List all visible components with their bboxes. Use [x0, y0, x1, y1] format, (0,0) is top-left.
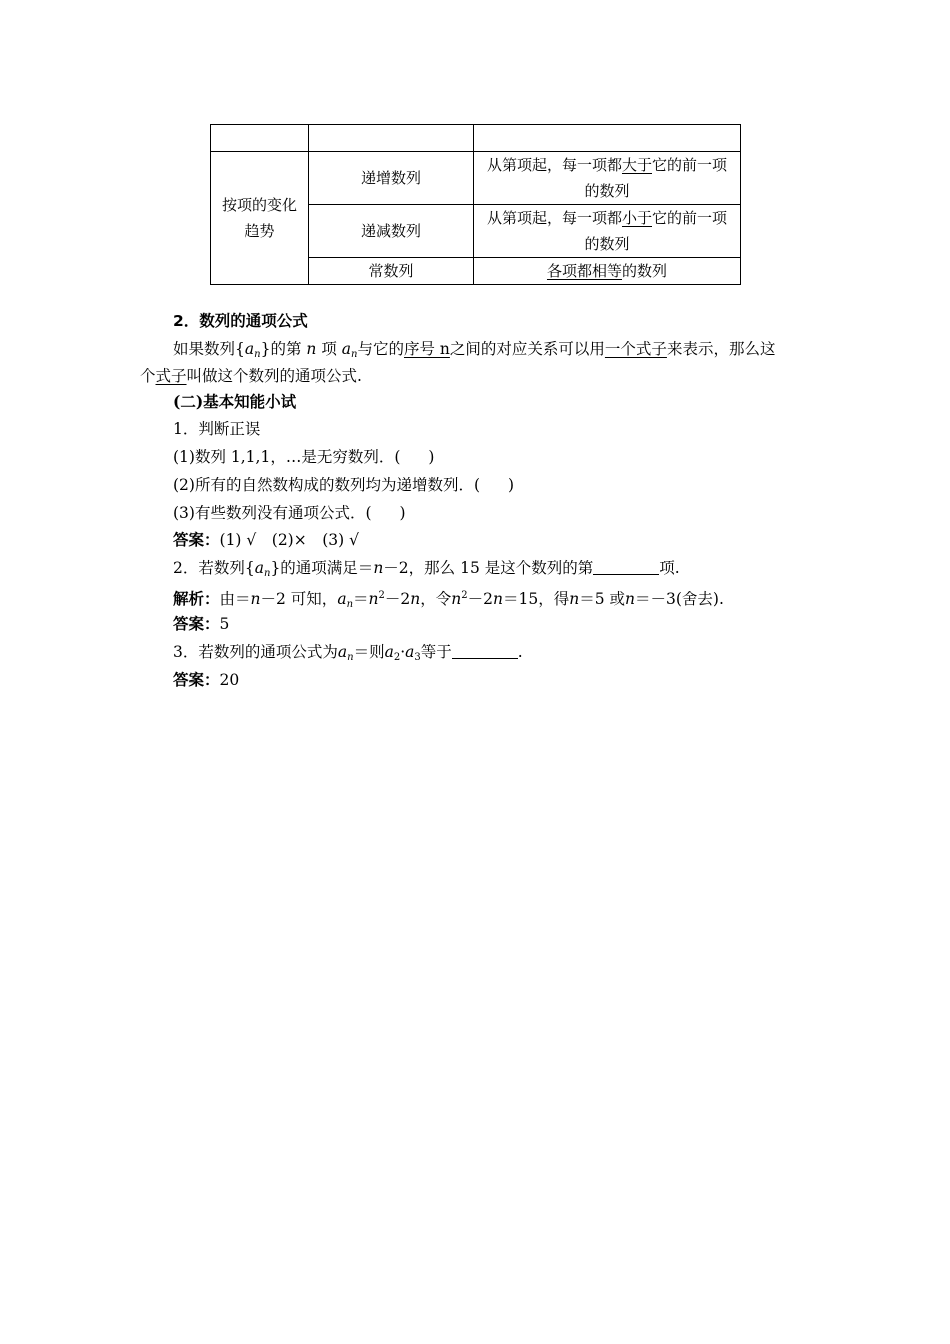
math-sub: 3 — [414, 652, 421, 663]
solution-label: 解析： — [173, 589, 220, 608]
math-var: n — [410, 590, 421, 608]
text: 个 — [140, 367, 156, 385]
table-cell — [474, 125, 741, 152]
text: (1)数列 1,1,1，…是无穷数列．( — [173, 448, 401, 466]
math-var: a — [244, 340, 255, 358]
table-cell — [211, 125, 309, 152]
sequence-type-cell: 递增数列 — [309, 152, 474, 205]
math-var: a — [337, 590, 347, 608]
text: 3．若数列的通项公式为 — [173, 643, 338, 661]
math-var: n — [625, 590, 635, 608]
desc-text: 它的前一项的数列 — [584, 209, 728, 253]
math-sup: 2 — [378, 590, 385, 601]
answer-text: 20 — [219, 671, 240, 689]
math-sub: n — [351, 349, 358, 360]
sequence-desc-cell — [474, 205, 741, 258]
desc-underlined: 小于 — [621, 209, 652, 227]
text: －2 — [467, 590, 493, 608]
group-label-cell: 按项的变化趋势 — [211, 152, 309, 285]
answer-label: 答案： — [173, 670, 220, 689]
underlined-text: 式子 — [155, 367, 187, 385]
text: ) — [508, 476, 515, 494]
math-var: a — [405, 643, 415, 661]
math-sub: n — [346, 599, 354, 610]
text: 与它的 — [357, 340, 404, 358]
desc-text: 的数列 — [622, 262, 668, 280]
math-var: n — [368, 590, 379, 608]
text: 来表示，那么这 — [666, 340, 776, 358]
answer-text: (1) √ (2)× (3) √ — [219, 531, 359, 549]
text: ＝15，得 — [502, 590, 570, 608]
text: . — [517, 643, 523, 661]
desc-underlined: 各项都相等 — [546, 262, 622, 280]
text: 叫做这个数列的通项公式. — [186, 367, 362, 385]
question-item — [173, 502, 406, 524]
text: －2，那么 15 是这个数列的第 — [383, 559, 594, 577]
answer-text: 5 — [219, 615, 230, 633]
solution-line — [173, 585, 724, 616]
section-title: (二)基本知能小试 — [173, 392, 297, 411]
desc-text: 从第项起，每一项都 — [486, 209, 622, 227]
text: ，令 — [420, 590, 452, 608]
underlined-text: 一个式子 — [604, 340, 667, 358]
math-var: a — [384, 643, 394, 661]
text: · — [400, 643, 406, 661]
text: }的通项满足＝ — [270, 559, 374, 577]
sequence-type-cell: 递减数列 — [309, 205, 474, 258]
table-header-row — [211, 125, 741, 152]
paragraph-line — [173, 338, 775, 366]
underlined-text: 序号 n — [403, 340, 450, 358]
text: (3)有些数列没有通项公式．( — [173, 504, 372, 522]
answer-blank — [593, 560, 659, 575]
answer-line — [173, 613, 229, 635]
table-cell — [309, 125, 474, 152]
paragraph-line — [140, 365, 362, 387]
text: }的第 — [260, 340, 302, 358]
text: 2．若数列{ — [173, 559, 255, 577]
math-sub: 2 — [393, 652, 401, 663]
text: 等于 — [420, 643, 452, 661]
text: ＝5 或 — [579, 590, 625, 608]
sequence-classification-table — [210, 124, 741, 285]
math-sub: n — [263, 568, 271, 579]
math-var: n — [306, 340, 317, 358]
math-var: n — [250, 590, 261, 608]
math-var: a — [341, 340, 352, 358]
math-var: a — [337, 643, 348, 661]
desc-text: 从第项起，每一项都 — [486, 156, 622, 174]
text: 之间的对应关系可以用 — [449, 340, 605, 358]
answer-label: 答案： — [173, 530, 220, 549]
text: 项 — [321, 340, 337, 358]
math-var: n — [569, 590, 580, 608]
question-item — [173, 641, 523, 669]
text: ＝则 — [353, 643, 385, 661]
answer-label: 答案： — [173, 614, 220, 633]
sequence-type-cell: 常数列 — [309, 258, 474, 285]
desc-text: 它的前一项的数列 — [584, 156, 728, 200]
math-var: n — [451, 590, 462, 608]
math-sup: 2 — [461, 590, 468, 601]
text: －2 — [384, 590, 411, 608]
desc-underlined: 大于 — [621, 156, 652, 174]
section-title: 2．数列的通项公式 — [173, 312, 308, 330]
question-title: 1．判断正误 — [173, 420, 261, 438]
math-var: a — [254, 559, 264, 577]
text: 项. — [659, 559, 680, 577]
math-var: n — [493, 590, 503, 608]
math-sub: n — [347, 652, 354, 663]
text: ＝－3(舍去). — [634, 590, 724, 608]
sequence-desc-cell — [474, 152, 741, 205]
table-row — [211, 152, 741, 205]
text: ) — [428, 448, 435, 466]
text: 由＝ — [219, 590, 251, 608]
text: ＝ — [353, 590, 369, 608]
sequence-desc-cell — [474, 258, 741, 285]
question-item — [173, 446, 434, 468]
answer-line — [173, 669, 239, 691]
text: ) — [399, 504, 406, 522]
text: (2)所有的自然数构成的数列均为递增数列．( — [173, 476, 481, 494]
answer-line — [173, 529, 359, 551]
math-var: n — [373, 559, 384, 577]
math-sub: n — [254, 349, 261, 360]
question-item — [173, 557, 680, 585]
question-item — [173, 474, 514, 496]
answer-blank — [452, 644, 518, 659]
text: －2 可知， — [260, 590, 338, 608]
text: 如果数列{ — [173, 340, 245, 358]
